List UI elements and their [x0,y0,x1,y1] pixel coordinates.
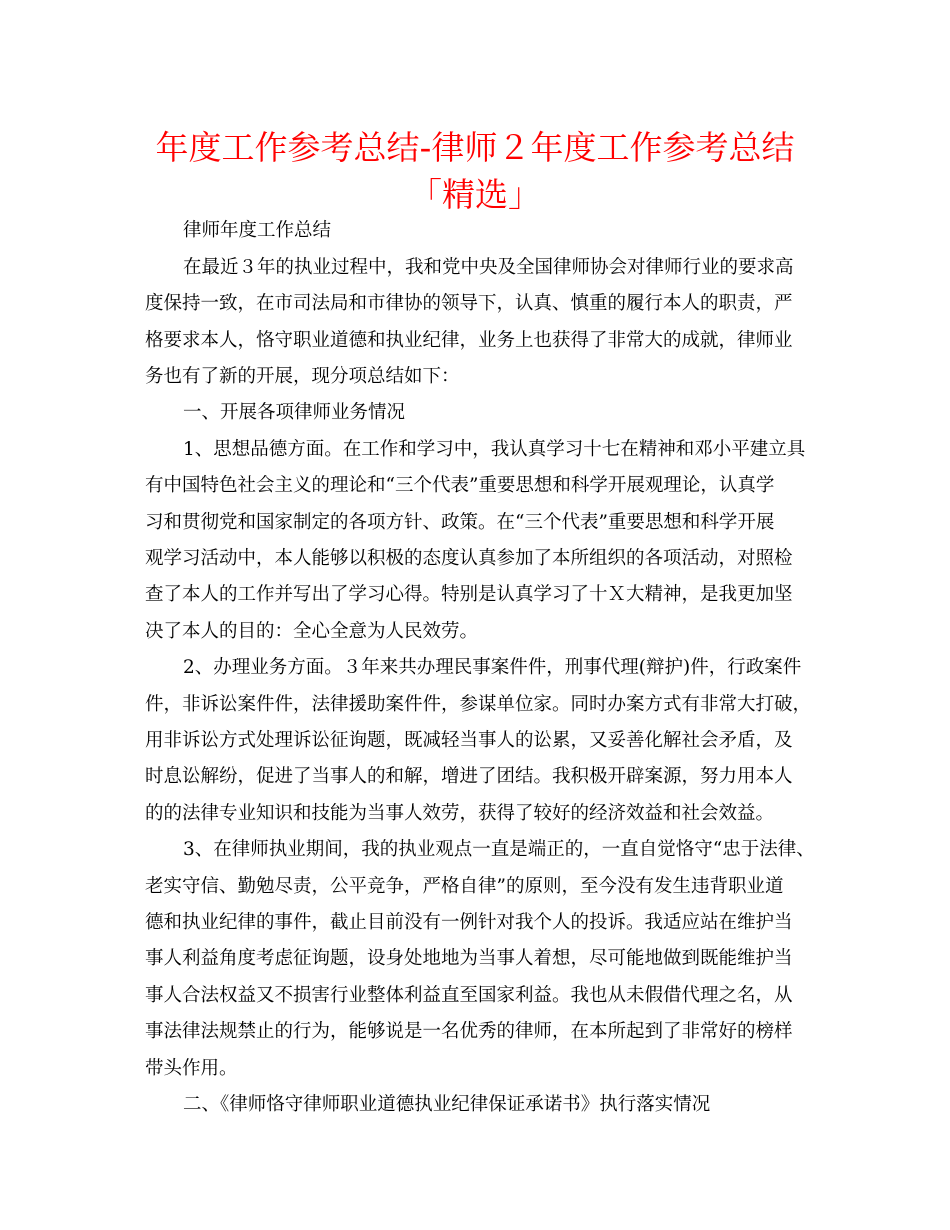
body-line: 二、《律师恪守律师职业道德执业纪律保证承诺书》执行落实情况 [183,1094,711,1115]
body-line: 德和执业纪律的事件，截止目前没有一例针对我个人的投诉。我适应站在维护当 [145,912,793,933]
body-line: 事人利益角度考虑征询题，设身处地地为当事人着想，尽可能地做到既能维护当 [145,948,793,969]
body-line: 格要求本人，恪守职业道德和执业纪律，业务上也获得了非常大的成就，律师业 [145,330,793,351]
body-line: 2、办理业务方面。３年来共办理民事案件件，刑事代理(辩护)件，行政案件 [183,657,802,678]
body-line: 有中国特色社会主义的理论和“三个代表”重要思想和科学开展观理论，认真学 [145,475,775,496]
document-title-line-1: 年度工作参考总结-律师２年度工作参考总结 [155,128,795,167]
body-line: 一、开展各项律师业务情况 [183,402,406,423]
body-line: 老实守信、勤勉尽责，公平竞争，严格自律”的原则，至今没有发生违背职业道 [145,876,784,897]
body-line: 在最近３年的执业过程中，我和党中央及全国律师协会对律师行业的要求高 [183,257,794,278]
body-line: 的的法律专业知识和技能为当事人效劳，获得了较好的经济效益和社会效益。 [145,803,775,824]
body-line: 观学习活动中，本人能够以积极的态度认真参加了本所组织的各项活动，对照检 [145,548,793,569]
body-line: 务也有了新的开展，现分项总结如下： [145,366,460,387]
body-line: 习和贯彻党和国家制定的各项方针、政策。在“三个代表”重要思想和科学开展 [145,512,775,533]
body-line: 决了本人的目的：全心全意为人民效劳。 [145,621,479,642]
body-line: 时息讼解纷，促进了当事人的和解，增进了团结。我积极开辟案源，努力用本人 [145,766,793,787]
body-line: 律师年度工作总结 [183,220,332,241]
body-line: 1、思想品德方面。在工作和学习中，我认真学习十七在精神和邓小平建立具 [183,439,806,460]
body-line: 带头作用。 [145,1058,238,1079]
body-line: 查了本人的工作并写出了学习心得。特别是认真学习了十Ｘ大精神，是我更加坚 [145,584,793,605]
body-line: 事人合法权益又不损害行业整体利益直至国家利益。我也从未假借代理之名，从 [145,985,793,1006]
body-line: 用非诉讼方式处理诉讼征询题，既减轻当事人的讼累，又妥善化解社会矛盾，及 [145,730,793,751]
body-line: 3、在律师执业期间，我的执业观点一直是端正的，一直自觉恪守“忠于法律、 [183,839,815,860]
body-line: 件，非诉讼案件件，法律援助案件件，参谋单位家。同时办案方式有非常大打破， [145,694,812,715]
body-line: 事法律法规禁止的行为，能够说是一名优秀的律师，在本所起到了非常好的榜样 [145,1021,793,1042]
document-title-line-2: 「精选」 [409,175,541,214]
body-line: 度保持一致，在市司法局和市律协的领导下，认真、慎重的履行本人的职责，严 [145,293,793,314]
